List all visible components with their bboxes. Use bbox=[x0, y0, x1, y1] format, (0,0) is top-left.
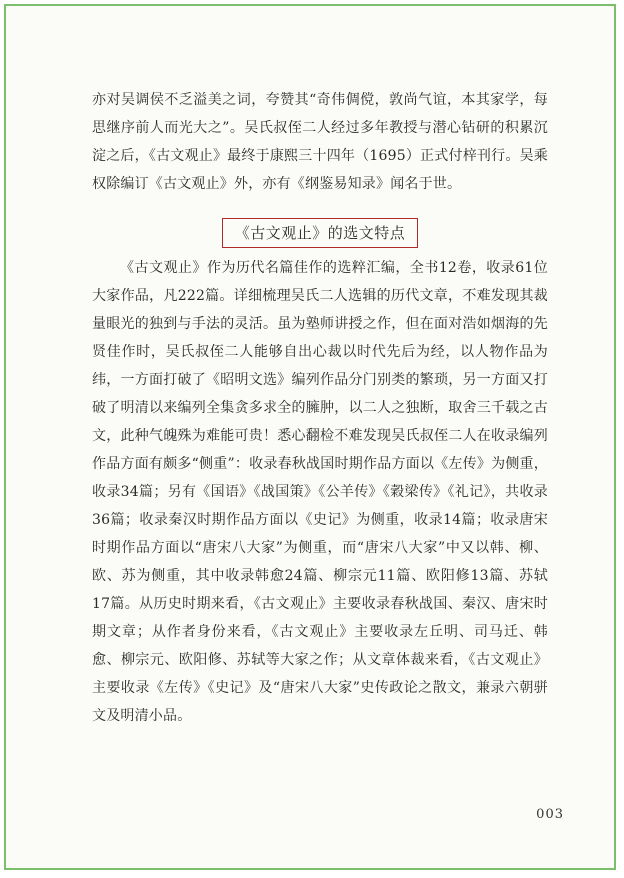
paragraph-intro: 亦对吴调侯不乏溢美之词，夸赞其“奇伟倜傥，敦尚气谊，本其家学，每思继序前人而光大之”。吴氏叔侄二人经过多年教授与潜心钻研的积累沉淀之后，《古文观止》最终于康熙三十四年（1695）正式付梓刊行。吴乘权除编订《古文观止》外，亦有《纲鉴易知录》闻名于世。 bbox=[92, 92, 548, 192]
page-content bbox=[92, 86, 548, 730]
page-number: 003 bbox=[536, 807, 564, 822]
page-frame bbox=[4, 4, 616, 870]
section-heading: 《古文观止》的选文特点 bbox=[222, 218, 419, 248]
section-heading-wrap bbox=[92, 218, 548, 248]
paragraph-main: 《古文观止》作为历代名篇佳作的选粹汇编，全书12卷，收录61位大家作品，凡222篇。详细梳理吴氏二人选辑的历代文章，不难发现其裁量眼光的独到与手法的灵活。虽为塾师讲授之作，但在面对浩如烟海的先贤佳作时，吴氏叔侄二人能够自出心裁以时代先后为经，以人物作品为纬，一方面打破了《昭明文选》编列作品分门别类的繁琐，另一方面又打破了明清以来编列全集贪多求全的臃肿，以二人之独断，取舍三千载之古文，此种气魄殊为难能可贵！悉心翻检不难发现吴氏叔侄二人在收录编列作品方面有颇多“侧重”：收录春秋战国时期作品方面以《左传》为侧重，收录34篇；另有《国语》《战国策》《公羊传》《穀梁传》《礼记》，共收录36篇；收录秦汉时期作品方面以《史记》为侧重，收录14篇；收录唐宋时期作品方面以“唐宋八大家”为侧重，而“唐宋八大家”中又以韩、柳、欧、苏为侧重，其中收录韩愈24篇、柳宗元11篇、欧阳修13篇、苏轼17篇。从历史时期来看，《古文观止》主要收录春秋战国、秦汉、唐宋时期文章；从作者身份来看，《古文观止》主要收录左丘明、司马迁、韩愈、柳宗元、欧阳修、苏轼等大家之作；从文章体裁来看，《古文观止》主要收录《左传》《史记》及“唐宋八大家”史传政论之散文，兼录六朝骈文及明清小品。 bbox=[92, 260, 548, 724]
